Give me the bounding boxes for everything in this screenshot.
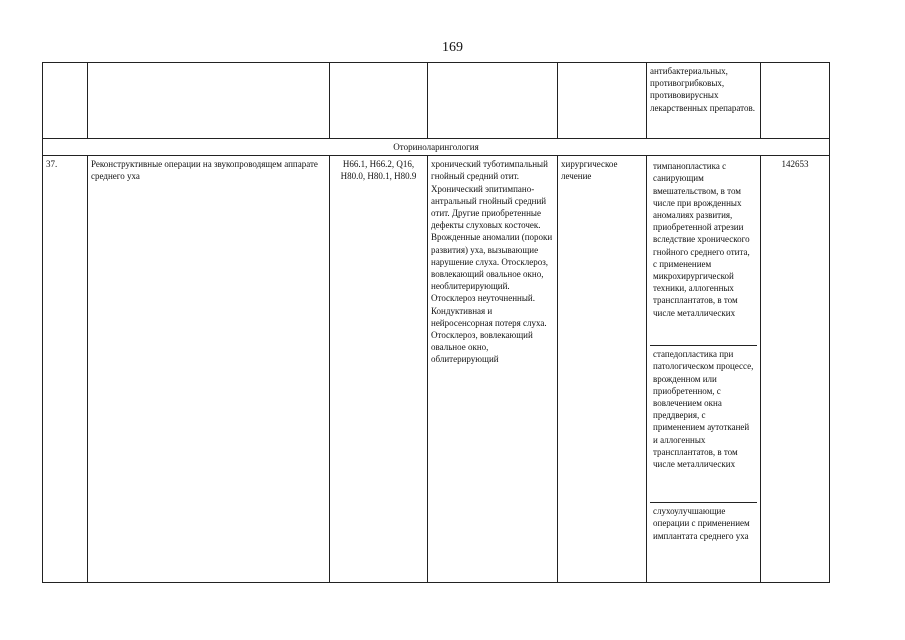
method-tympanoplasty: тимпанопластика с санирующим вмешательством, в том числе при врожденных аномалиях развития, приобретенной атрезии вследствие хронического гнойного среднего отита, с применением микрохирургической техники, аллогенных трансплантатов, в том числе металлических (650, 158, 757, 346)
method-hearing-improvement: слухоулучшающие операции с применением имплантата среднего уха (653, 506, 750, 541)
section-row (43, 139, 830, 156)
patient-model: хронический туботимпальный гнойный средний отит. Хронический эпитимпано-антральный гнойный средний отит. Другие приобретенные дефекты слуховых косточек. Врожденные аномалии (пороки развития) уха, вызывающие нарушение слуха. Отосклероз, вовлекающий овальное окно, необлитерирующий. Отосклероз неуточненный. Кондуктивная и нейросенсорная потеря слуха. Отосклероз, вовлекающий овальное окно, облитерирующий (428, 156, 558, 583)
table-row (43, 156, 830, 583)
section-title: Оториноларингология (43, 139, 830, 156)
cell-empty (428, 63, 558, 139)
cell-empty (330, 63, 428, 139)
method-stapedoplasty: стапедопластика при патологическом процессе, врожденном или приобретенном, с вовлечением окна преддверия, с применением аутотканей и аллогенных трансплантатов, в том числе металлических (650, 346, 757, 503)
cost-value: 142653 (761, 156, 830, 583)
continuation-row (43, 63, 830, 139)
cell-empty (558, 63, 647, 139)
row-number: 37. (43, 156, 88, 583)
cell-empty (88, 63, 330, 139)
cell-empty (43, 63, 88, 139)
treatment-type: хирургическое лечение (558, 156, 647, 583)
medical-care-table (42, 62, 830, 583)
cell-empty (761, 63, 830, 139)
intervention-name: Реконструктивные операции на звукопроводящем аппарате среднего уха (88, 156, 330, 583)
icd-codes: H66.1, H66.2, Q16, H80.0, H80.1, H80.9 (330, 156, 428, 583)
continuation-methods: антибактериальных, противогрибковых, противовирусных лекарственных препаратов. (647, 63, 761, 139)
page-number: 169 (442, 40, 463, 55)
treatment-methods (647, 156, 761, 583)
